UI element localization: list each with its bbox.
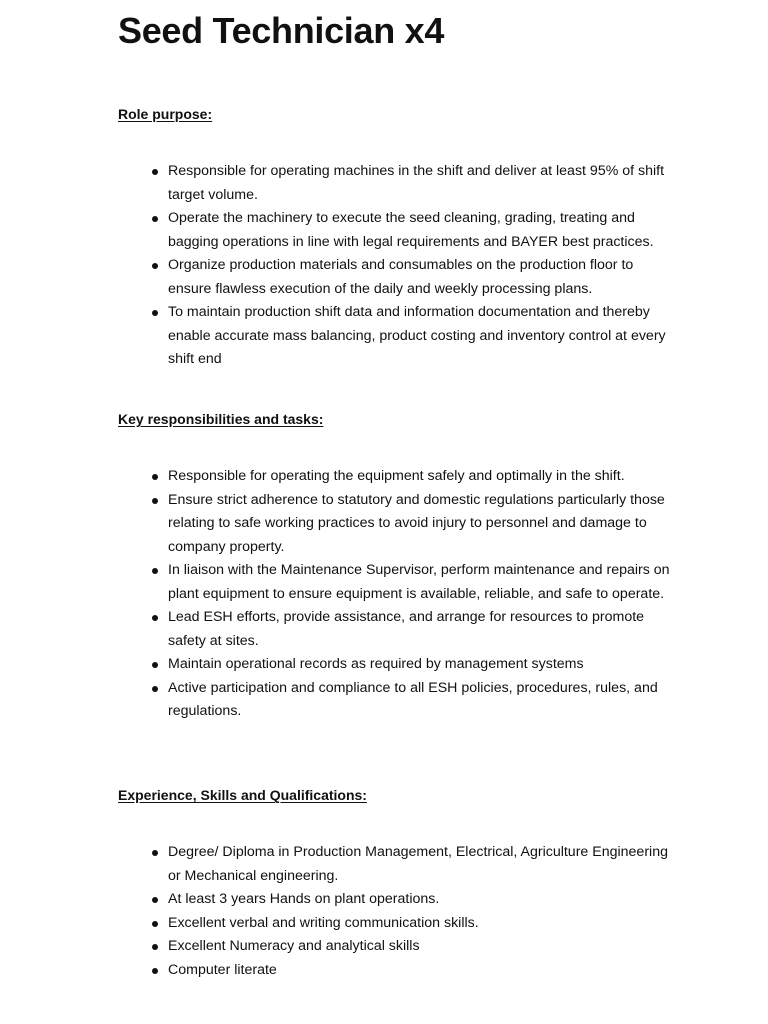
list-item-text: Maintain operational records as required by management systems (168, 656, 584, 672)
list-item-text: To maintain production shift data and information documentation and thereby enable accurate mass balancing, product costing and inventory control at every shift end (168, 304, 666, 367)
list-item (118, 606, 678, 653)
list-item-text: Ensure strict adherence to statutory and domestic regulations particularly those relating to safe working practices to avoid injury to personnel and damage to company property. (168, 491, 665, 555)
experience-skills-list (118, 841, 678, 982)
list-item (118, 559, 678, 606)
section-experience-skills (118, 785, 678, 982)
list-item (118, 653, 678, 677)
page-title: Seed Technician x4 (118, 10, 445, 51)
section-key-responsibilities (118, 409, 678, 724)
list-item (118, 912, 678, 936)
list-item (118, 959, 678, 983)
bullet-icon (152, 169, 158, 175)
document-page (118, 0, 678, 978)
list-item-text: At least 3 years Hands on plant operations. (168, 891, 440, 907)
list-item-text: Responsible for operating machines in the shift and deliver at least 95% of shift target volume. (168, 163, 665, 203)
bullet-icon (152, 568, 158, 574)
list-item-text: Operate the machinery to execute the seed cleaning, grading, treating and bagging operations in line with legal requirements and BAYER best practices. (168, 210, 654, 250)
list-item-text: Responsible for operating the equipment safely and optimally in the shift. (168, 468, 625, 484)
list-item (118, 677, 678, 724)
list-item-text: Active participation and compliance to all ESH policies, procedures, rules, and regulations. (168, 679, 658, 719)
list-item (118, 465, 678, 489)
section-role-purpose (118, 104, 678, 372)
list-item-text: Lead ESH efforts, provide assistance, and arrange for resources to promote safety at sites. (168, 609, 645, 649)
bullet-icon (152, 216, 158, 222)
bullet-icon (152, 944, 158, 950)
list-item (118, 207, 678, 254)
bullet-icon (152, 474, 158, 480)
list-item (118, 160, 678, 207)
bullet-icon (152, 662, 158, 668)
key-responsibilities-list (118, 465, 678, 724)
bullet-icon (152, 850, 158, 856)
list-item (118, 841, 678, 888)
section-heading-key-responsibilities: Key responsibilities and tasks: (118, 411, 324, 427)
role-purpose-list (118, 160, 678, 372)
list-item (118, 888, 678, 912)
list-item-text: Degree/ Diploma in Production Management, Electrical, Agriculture Engineering or Mechanical engineering. (168, 844, 668, 884)
bullet-icon (152, 615, 158, 621)
list-item-text: Organize production materials and consumables on the production floor to ensure flawless execution of the daily and weekly processing plans. (168, 257, 634, 297)
bullet-icon (152, 968, 158, 974)
bullet-icon (152, 498, 158, 504)
list-item (118, 301, 678, 372)
list-item (118, 935, 678, 959)
bullet-icon (152, 921, 158, 927)
bullet-icon (152, 310, 158, 316)
section-heading-experience-skills: Experience, Skills and Qualifications: (118, 787, 367, 803)
list-item-text: Computer literate (168, 961, 277, 978)
list-item (118, 489, 678, 560)
bullet-icon (152, 263, 158, 269)
list-item (118, 254, 678, 301)
list-item-text: Excellent Numeracy and analytical skills (168, 938, 420, 954)
bullet-icon (152, 686, 158, 692)
list-item-text: In liaison with the Maintenance Supervisor, perform maintenance and repairs on plant equipment to ensure equipment is available, reliable, and safe to operate. (168, 562, 670, 602)
section-heading-role-purpose: Role purpose: (118, 106, 213, 122)
bullet-icon (152, 897, 158, 903)
list-item-text: Excellent verbal and writing communication skills. (168, 914, 479, 931)
